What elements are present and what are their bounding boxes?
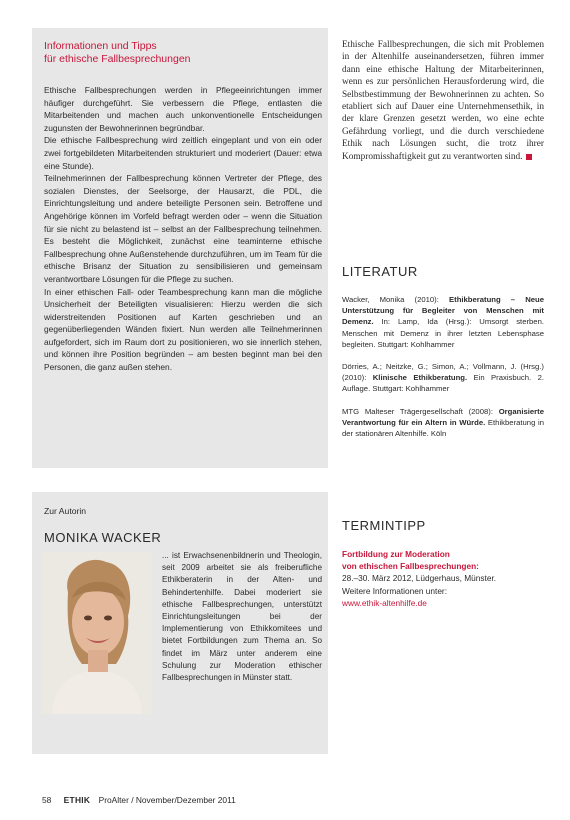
termintipp-title-line2: von ethischen Fallbesprechungen:: [342, 561, 479, 572]
info-box: [32, 28, 328, 468]
section-name: ETHIK: [63, 795, 91, 805]
termintipp-link[interactable]: www.ethik-altenhilfe.de: [342, 597, 427, 608]
right-continuation: [342, 39, 544, 163]
info-body: [44, 84, 322, 374]
literature-ref: Dörries, A.; Neitzke, G.; Simon, A.; Vollmann, J. (Hrsg.) (2010): Klinische Ethikberatung. Ein Praxisbuch. 2. Auflage. Stuttgart: Kohlhammer: [342, 362, 544, 394]
author-bio: [162, 550, 322, 684]
info-paragraph: Ethische Fallbesprechungen werden in Pflegeeinrichtungen immer häufiger durchgeführt. Sie verbessern die Pflege, entlasten die Mitarbeitenden und machen auch unkonventionelle Entscheidungen zugunsten der Bewohnerinnen begründbar.: [44, 85, 322, 133]
termintipp-date: 28.–30. März 2012, Lüdgerhaus, Münster.: [342, 573, 497, 584]
info-paragraph: In einer ethischen Fall- oder Teambesprechung kann man die mögliche Unsicherheit der Beteiligten visualisieren: Hierzu werden die sich widerstreitenden Positionen auf Karten geschrieben und an gegenüberliegenden Wänden fixiert. Nun werden alle Teilnehmerinnen aufgefordert, sich im Raum dort zu positionieren, wo sie innerlich stehen, und können ihre Position begründen – am besten beginnt man bei den Personen, die ganz außen stehen.: [44, 286, 322, 373]
continuation-text: Ethische Fallbesprechungen, die sich mit Problemen in der Altenhilfe auseinandersetzen, führen immer dann eine ethische Haltung der Mitarbeiterinnen, wenn es zur persönlichen Herausforderung wird, die Selbstbestimmung der Bewohnerinnen zu achten. So etabliert sich auf Dauer eine Unternehmensethik, in der klare Grenzen gesetzt werden, wo eine echte Gefährdung vorliegt, und die durch verschiedene Ethik nach Lösungen sucht, die trotz ihrer Kompromisshaftigkeit gut zu verantworten sind.: [342, 40, 544, 162]
author-name: MONIKA WACKER: [44, 530, 162, 545]
author-portrait-image: [42, 552, 152, 714]
info-heading-line2: für ethische Fallbesprechungen: [44, 53, 191, 65]
literature-ref: MTG Malteser Trägergesellschaft (2008): Organisierte Verantwortung für ein Altern in Würde. Ethikberatung in der stationären Altenhilfe. Köln: [342, 406, 544, 439]
author-photo: [42, 552, 152, 714]
literature-ref: Wacker, Monika (2010): Ethikberatung – Neue Unterstützung für Begleiter von Menschen mit Demenz. In: Lamp, Ida (Hrsg.): Umsorgt sterben. Menschen mit Demenz in ihrer letzten Lebensphase begleiten. Stuttgart: Kohlhammer: [342, 295, 545, 349]
info-box-heading: [44, 40, 191, 66]
end-mark: [526, 154, 532, 160]
termintipp-body: [342, 548, 552, 609]
literatur-list: [342, 294, 544, 450]
literatur-heading: LITERATUR: [342, 264, 418, 279]
page-number: 58: [42, 795, 52, 805]
termintipp-title-line1: Fortbildung zur Moderation: [342, 549, 450, 559]
termintipp-info: Weitere Informationen unter:: [342, 585, 447, 596]
termintipp-heading: TERMINTIPP: [342, 518, 426, 533]
info-paragraph: Teilnehmerinnen der Fallbesprechung können Vertreter der Pflege, des sozialen Dienstes, der Seelsorge, der Hausarzt, die PDL, die Einrichtungsleitung und andere beteiligte Personen sein. Betroffene und Angehörige können im Vorfeld befragt werden oder – wenn die Situation für sie nicht zu belastend ist – selbst an der Fallbesprechung teilnehmen. Es besteht die Möglichkeit, zunächst eine teaminterne ethische Fallbesprechung ohne Außenstehende durchzuführen, um im Team für die ethische Brisanz der Situation zu sensibilisieren und gemeinsam verantwortbare Lösungen für die Pflege zu suchen.: [44, 173, 322, 284]
info-paragraph: Die ethische Fallbesprechung wird zeitlich eingeplant und von ein oder zwei fortgebildeten Mitarbeitenden strukturiert und moderiert (Dauer: etwa eine Stunde).: [44, 135, 322, 171]
author-bio-text: ... ist Erwachsenenbildnerin und Theologin, seit 2009 arbeitet sie als freiberufliche Ethikberaterin in der Alten- und Behindertenhilfe. Dabei moderiert sie ethische Fallbesprechungen, unterstützt Einrichtungsleitungen bei der Implementierung von Ethikkomitees und bietet Fortbildungen zum Thema an. So findet im März unter anderem eine Schulung zur Moderation ethischer Fallbesprechungen in Münster statt.: [162, 551, 322, 683]
info-heading-line1: Informationen und Tipps: [44, 40, 157, 52]
author-label: Zur Autorin: [44, 506, 87, 516]
page-footer: [42, 795, 236, 805]
issue-info: ProAlter / November/Dezember 2011: [98, 795, 236, 805]
